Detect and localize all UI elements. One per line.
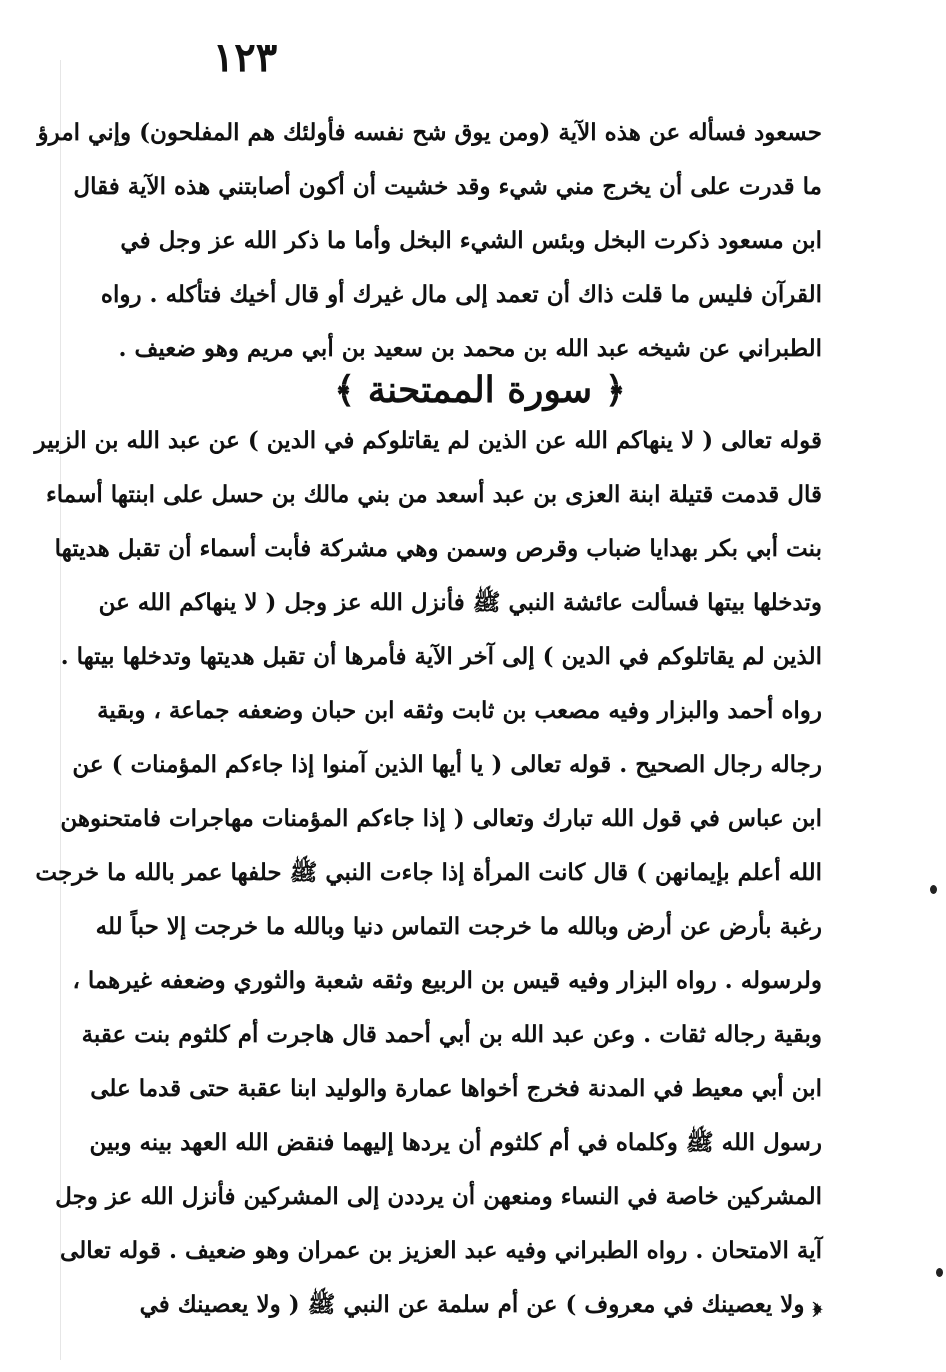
text-line: آية الامتحان . رواه الطبراني وفيه عبد العزيز بن عمران وهو ضعيف . قوله تعالى bbox=[60, 1237, 822, 1264]
text-line: ما قدرت على أن يخرج مني شيء وقد خشيت أن أكون أصابتني هذه الآية فقال bbox=[73, 173, 822, 200]
scan-artifact-dot bbox=[930, 885, 937, 894]
scan-artifact-dot bbox=[936, 1268, 943, 1277]
scan-margin-line bbox=[60, 60, 61, 1360]
text-line: القرآن فليس ما قلت ذاك أن تعمد إلى مال غيرك أو قال أخيك فتأكله . رواه bbox=[100, 281, 822, 308]
text-line: ابن عباس في قول الله تبارك وتعالى ( إذا جاءكم المؤمنات مهاجرات فامتحنوهن bbox=[60, 805, 822, 832]
text-line: المشركين خاصة في النساء ومنعهن أن يرددن إلى المشركين فأنزل الله عز وجل bbox=[55, 1183, 822, 1210]
text-line: حسعود فسأله عن هذه الآية (ومن يوق شح نفسه فأولئك هم المفلحون) وإني امرؤ bbox=[37, 119, 822, 146]
page-number: ١٢٣ bbox=[212, 34, 278, 81]
text-line: ولرسوله . رواه البزار وفيه قيس بن الربيع وثقه شعبة والثوري وضعفه غيرهما ، bbox=[72, 967, 822, 994]
text-line: ابن مسعود ذكرت البخل وبئس الشيء البخل وأما ما ذكر الله عز وجل في bbox=[120, 227, 822, 254]
text-line: رواه أحمد والبزار وفيه مصعب بن ثابت وثقه ابن حبان وضعفه جماعة ، وبقية bbox=[97, 697, 822, 724]
text-line: الذين لم يقاتلوكم في الدين ) إلى آخر الآية فأمرها أن تقبل هديتها وتدخلها بيتها . bbox=[60, 643, 822, 670]
text-line: الطبراني عن شيخه عبد الله بن محمد بن سعيد بن أبي مريم وهو ضعيف . bbox=[118, 335, 822, 362]
text-line: قال قدمت قتيلة ابنة العزى بن عبد أسعد من بني مالك بن حسل على ابنتها أسماء bbox=[45, 481, 822, 508]
text-line: قوله تعالى ( لا ينهاكم الله عن الذين لم يقاتلوكم في الدين ) عن عبد الله بن الزبير bbox=[34, 427, 822, 454]
surah-heading: ﴿ سورة الممتحنة ﴾ bbox=[334, 369, 626, 411]
paragraph-2 bbox=[34, 414, 822, 1332]
text-line: رسول الله ﷺ وكلماه في أم كلثوم أن يردها إليهما فنقض الله العهد بينه وبين bbox=[89, 1129, 822, 1156]
text-line: بنت أبي بكر بهدايا ضباب وقرص وسمن وهي مشركة فأبت أسماء أن تقبل هديتها bbox=[54, 535, 822, 562]
text-line: ﴿ ولا يعصينك في معروف ) عن أم سلمة عن النبي ﷺ ( ولا يعصينك في bbox=[139, 1291, 822, 1318]
text-line: رجاله رجال الصحيح . قوله تعالى ( يا أيها الذين آمنوا إذا جاءكم المؤمنات ) عن bbox=[72, 751, 822, 778]
text-line: وبقية رجاله ثقات . وعن عبد الله بن أبي أحمد قال هاجرت أم كلثوم بنت عقبة bbox=[81, 1021, 822, 1048]
text-line: رغبة بأرض عن أرض وبالله ما خرجت التماس دنيا وبالله ما خرجت إلا حباً لله bbox=[95, 913, 822, 940]
text-line: الله أعلم بإيمانهن ) قال كانت المرأة إذا جاءت النبي ﷺ حلفها عمر بالله ما خرجت bbox=[35, 859, 822, 886]
text-line: وتدخلها بيتها فسألت عائشة النبي ﷺ فأنزل الله عز وجل ( لا ينهاكم الله عن bbox=[98, 589, 822, 616]
paragraph-1 bbox=[37, 106, 822, 376]
text-line: ابن أبي معيط في المدنة فخرج أخواها عمارة والوليد ابنا عقبة حتى قدما على bbox=[90, 1075, 822, 1102]
